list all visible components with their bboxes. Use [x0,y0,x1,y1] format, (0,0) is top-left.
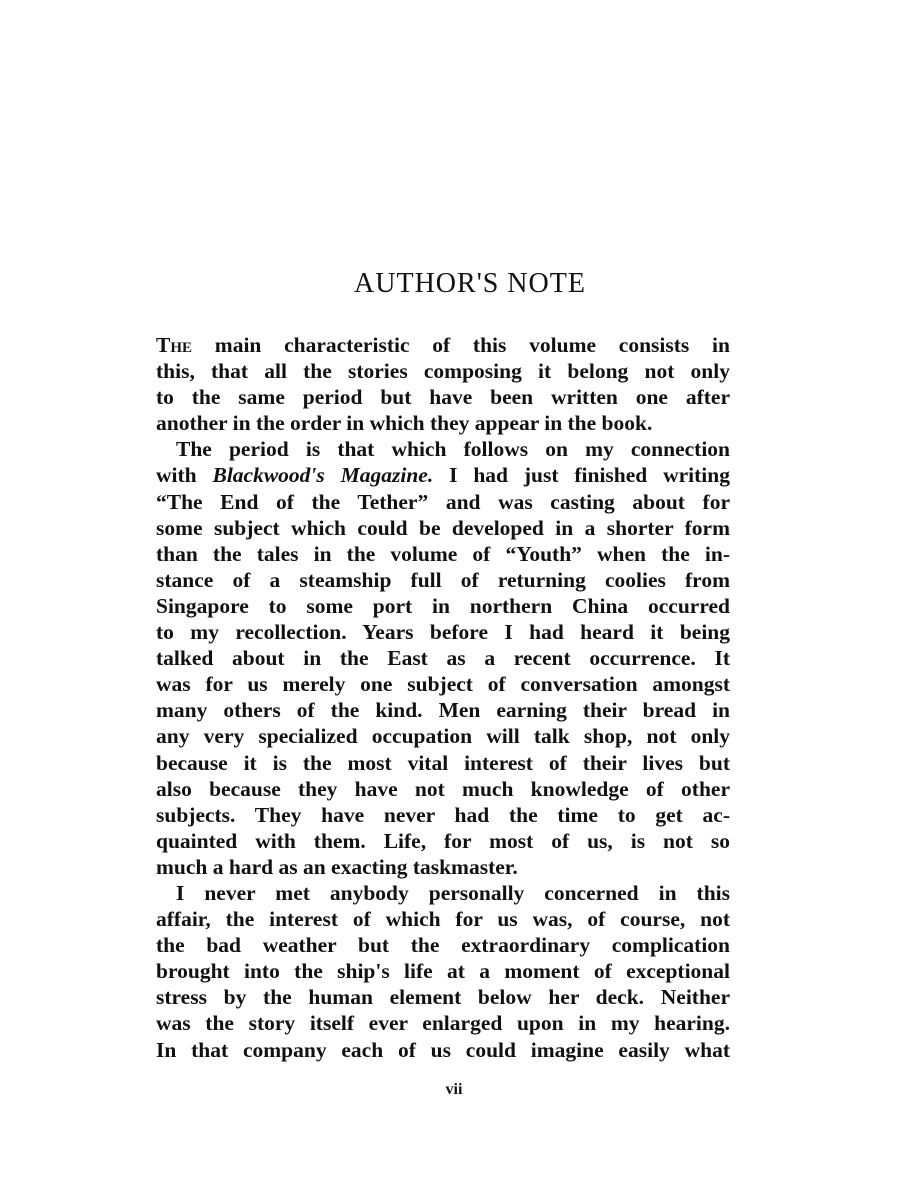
text-line: was the story itself ever enlarged upon in my hearing. [156,1011,730,1036]
text-line: any very specialized occupation will talk shop, not only [156,724,730,749]
text-line: the bad weather but the extraordinary complication [156,933,730,958]
paragraph [156,332,730,436]
paragraph [156,436,730,880]
text-line: The main characteristic of this volume consists in [156,333,730,357]
text-line: talked about in the East as a recent occurrence. It [156,646,730,671]
text-line: another in the order in which they appear in the book. [156,411,653,436]
text-line: stance of a steamship full of returning coolies from [156,567,730,592]
page-number: vii [445,1081,463,1098]
text-line: The period is that which follows on my connection [176,437,730,462]
text-line: In that company each of us could imagine easily what [156,1037,730,1062]
text-line: quainted with them. Life, for most of us, is not so [156,828,730,853]
text-line: “The End of the Tether” and was casting about for [156,489,730,514]
page-title: AUTHOR'S NOTE [354,268,586,299]
magazine-title: Blackwood's Magazine. [212,463,434,488]
body-text [156,332,730,1063]
text-line: was for us merely one subject of conversation amongst [156,672,730,697]
text-line: because it is the most vital interest of their lives but [156,750,730,775]
paragraph [156,880,730,1063]
text-line: to the same period but have been written one after [156,385,730,410]
text-line: this, that all the stories composing it belong not only [156,359,730,384]
text-line: I never met anybody personally concerned in this [176,880,730,905]
text-line: many others of the kind. Men earning their bread in [156,698,730,723]
text-line: to my recollection. Years before I had heard it being [156,620,730,645]
text-line: subjects. They have never had the time to get ac- [156,802,730,827]
text-line: also because they have not much knowledge of other [156,776,730,801]
text-line: than the tales in the volume of “Youth” when the in- [156,541,730,566]
text-line: brought into the ship's life at a moment of exceptional [156,959,730,984]
lead-in-word: The [156,333,193,357]
text-line: much a hard as an exacting taskmaster. [156,854,518,879]
text-line: some subject which could be developed in a shorter form [156,515,730,540]
text-line: stress by the human element below her deck. Neither [156,985,730,1010]
text-line: affair, the interest of which for us was, of course, not [156,907,730,932]
text-line: Singapore to some port in northern China occurred [156,593,730,618]
text-line: with Blackwood's Magazine. I had just finished writing [156,463,730,488]
